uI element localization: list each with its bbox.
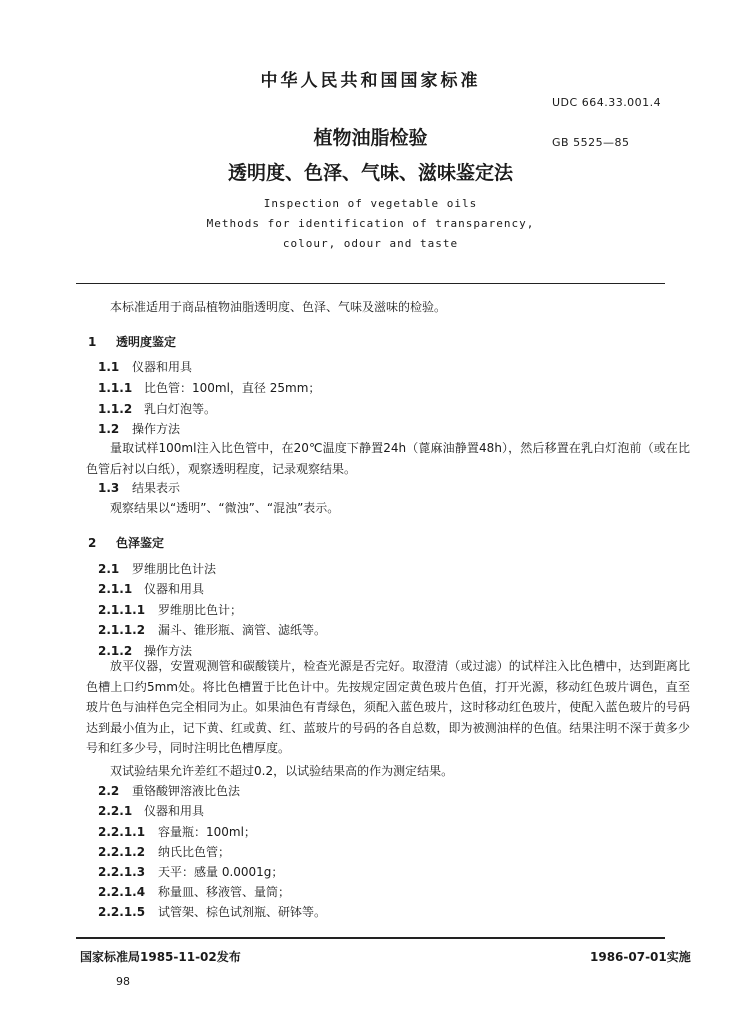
section-label: 重铬酸钾溶液比色法 [132, 784, 241, 798]
section-number: 1.1.1 [98, 381, 133, 395]
section-2-2-1-1 [98, 823, 256, 840]
section-label: 仪器和用具 [132, 360, 193, 374]
section-number: 2.1.1 [98, 582, 133, 596]
gb-code: GB 5525—85 [552, 136, 630, 149]
section-label: 罗维朋比色计法 [132, 562, 217, 576]
bottom-rule [76, 937, 665, 939]
section-label: 操作方法 [132, 422, 181, 436]
section-2-2-1-4 [98, 883, 290, 900]
section-number: 1.1 [98, 360, 120, 374]
udc-code: UDC 664.33.001.4 [552, 96, 662, 109]
section-number: 2.2.1.3 [98, 865, 146, 879]
section-number: 2.2.1.2 [98, 845, 146, 859]
section-label: 纳氏比色管； [158, 845, 231, 859]
section-label: 比色管：100ml，直径 25mm； [144, 381, 321, 395]
section-2-1-1 [98, 580, 204, 597]
section-2-2 [98, 782, 240, 799]
section-label: 乳白灯泡等。 [144, 402, 217, 416]
section-number: 2.1.1.2 [98, 623, 146, 637]
english-title-line1: Inspection of vegetable oils [263, 197, 478, 210]
paragraph-1-2: 量取试样100ml注入比色管中，在20℃温度下静置24h（蓖麻油静置48h），然后移置在乳白灯泡前（或在比色管后衬以白纸），观察透明程度，记录观察结果。 [86, 441, 690, 476]
section-2-2-1-5 [98, 903, 326, 920]
section-label: 仪器和用具 [144, 582, 205, 596]
section-2-1 [98, 560, 216, 577]
section-label: 漏斗、锥形瓶、滴管、滤纸等。 [158, 623, 327, 637]
section-number: 1.3 [98, 481, 120, 495]
effective-date: 1986-07-01实施 [590, 950, 691, 964]
section-number: 1.2 [98, 422, 120, 436]
section-1-2 [98, 420, 180, 437]
section-number: 2.2.1.1 [98, 825, 146, 839]
section-number: 2.2.1.4 [98, 885, 146, 899]
section-number: 2.1.1.1 [98, 603, 146, 617]
section-label: 罗维朋比色计； [158, 603, 243, 617]
paragraph-2-1-2-tolerance: 双试验结果允许差红不超过0.2，以试验结果高的作为测定结果。 [110, 764, 454, 778]
english-title-line2: Methods for identification of transparency, [206, 217, 535, 230]
section-label: 透明度鉴定 [116, 335, 177, 349]
section-label: 操作方法 [144, 644, 193, 658]
section-2-2-1 [98, 802, 204, 819]
doc-title-line1: 植物油脂检验 [313, 127, 428, 149]
section-2-1-1-2 [98, 621, 326, 638]
paragraph-1-3: 观察结果以“透明”、“微浊”、“混浊”表示。 [110, 501, 340, 515]
paragraph-2-1-2: 放平仪器，安置观测管和碳酸镁片，检查光源是否完好。取澄清（或过滤）的试样注入比色槽中，达到距离比色槽上口约5mm处。将比色槽置于比色计中。先按规定固定黄色玻片色值，打开光源，移动红色玻片调色，直至玻片色与油样色完全相同为止。如果油色有青绿色，须配入蓝色玻片，这时移动红色玻片，使配入蓝色玻片的号码达到最小值为止，记下黄、红或黄、红、蓝玻片的号码的各自总数，即为被测油样的色值。结果注明不深于黄多少号和红多少号，同时注明比色槽厚度。 [86, 659, 690, 755]
section-number: 1.1.2 [98, 402, 133, 416]
section-1-3 [98, 479, 180, 496]
section-1-1 [98, 358, 192, 375]
section-label: 称量皿、移液管、量筒； [158, 885, 291, 899]
section-1-1-2 [98, 400, 216, 417]
section-2-heading [88, 534, 164, 551]
page-number: 98 [116, 975, 130, 988]
section-label: 容量瓶：100ml； [158, 825, 256, 839]
section-number: 2 [88, 536, 97, 550]
issue-date: 国家标准局1985-11-02发布 [80, 950, 241, 964]
section-2-2-1-2 [98, 843, 230, 860]
section-number: 2.1.2 [98, 644, 133, 658]
section-number: 2.2 [98, 784, 120, 798]
section-2-1-1-1 [98, 601, 242, 618]
section-label: 试管架、棕色试剂瓶、研钵等。 [158, 905, 327, 919]
section-number: 2.1 [98, 562, 120, 576]
doc-title-line2: 透明度、色泽、气味、滋味鉴定法 [227, 162, 513, 184]
section-number: 1 [88, 335, 97, 349]
section-number: 2.2.1 [98, 804, 133, 818]
section-2-2-1-3 [98, 863, 283, 880]
intro-paragraph: 本标准适用于商品植物油脂透明度、色泽、气味及滋味的检验。 [110, 300, 447, 314]
standard-org-title: 中华人民共和国国家标准 [260, 71, 481, 91]
section-label: 结果表示 [132, 481, 181, 495]
section-1-heading [88, 333, 176, 350]
section-number: 2.2.1.5 [98, 905, 146, 919]
section-label: 色泽鉴定 [116, 536, 165, 550]
section-1-1-1 [98, 379, 320, 396]
section-label: 天平：感量 0.0001g； [158, 865, 284, 879]
english-title-line3: colour, odour and taste [282, 237, 459, 250]
section-label: 仪器和用具 [144, 804, 205, 818]
top-rule [76, 283, 665, 284]
